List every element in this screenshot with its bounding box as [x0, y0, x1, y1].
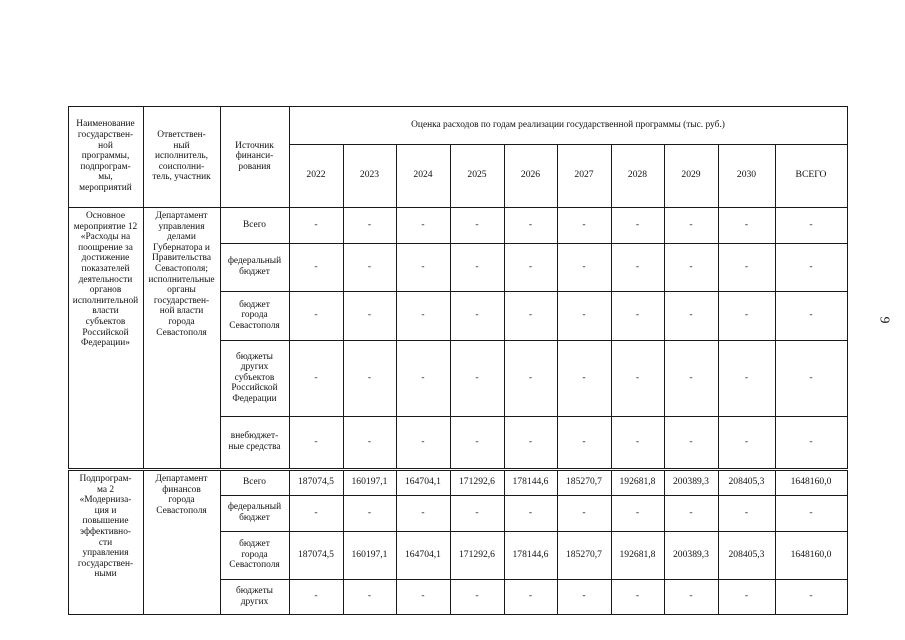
amount-cell: -: [421, 260, 425, 272]
amount-cell: -: [744, 260, 749, 272]
column-rule: [143, 106, 144, 468]
amount-cell: -: [635, 435, 640, 447]
amount-cell: -: [367, 590, 372, 602]
amount-cell: -: [635, 260, 640, 272]
amount-cell: -: [635, 309, 640, 321]
header-program: Наименование государствен- ной программы, подпрограм- мы, мероприятий: [76, 119, 135, 193]
amount-cell: -: [635, 218, 640, 230]
funding-source: федеральный бюджет: [227, 256, 282, 277]
amount-cell: -: [314, 435, 318, 447]
header-year-2024: 2024: [413, 169, 433, 181]
amount-cell: -: [635, 506, 640, 518]
amount-cell: -: [421, 506, 425, 518]
header-year-2026: 2026: [520, 169, 541, 181]
amount-cell: -: [367, 371, 372, 383]
amount-cell: -: [689, 435, 693, 447]
amount-cell: -: [582, 590, 586, 602]
amount-cell: -: [528, 435, 533, 447]
amount-cell: -: [582, 371, 586, 383]
amount-cell: -: [314, 218, 318, 230]
amount-cell: 160197,1: [351, 548, 388, 560]
column-rule: [68, 106, 69, 468]
amount-cell: -: [582, 260, 586, 272]
column-rule: [504, 144, 505, 468]
executor-name: Департамент управления делами Губернатора и Правительства Севастополя; исполнительные органы государствен- ной власти города Севастополя: [148, 211, 215, 338]
column-rule: [450, 470, 451, 614]
header-source: Источник финанси- рования: [235, 140, 274, 172]
amount-cell: -: [809, 590, 813, 602]
amount-cell: 164704,1: [405, 548, 441, 560]
amount-cell: 160197,1: [351, 476, 388, 488]
amount-cell: 164704,1: [405, 476, 441, 488]
amount-cell: -: [635, 371, 640, 383]
executor-name: Департамент финансов города Севастополя: [155, 474, 208, 516]
amount-cell: -: [367, 309, 372, 321]
amount-cell: -: [809, 309, 813, 321]
header-year-всего: ВСЕГО: [795, 169, 827, 181]
column-rule: [847, 470, 848, 614]
amount-cell: -: [421, 435, 425, 447]
amount-cell: -: [314, 371, 318, 383]
column-rule: [220, 470, 221, 614]
amount-cell: -: [689, 371, 693, 383]
amount-cell: 1648160,0: [790, 548, 832, 560]
amount-cell: -: [689, 590, 693, 602]
column-rule: [289, 470, 290, 614]
amount-cell: -: [314, 590, 318, 602]
amount-cell: 200389,3: [673, 548, 709, 560]
amount-cell: 171292,6: [459, 476, 495, 488]
amount-cell: -: [314, 506, 318, 518]
column-rule: [68, 470, 69, 614]
amount-cell: -: [314, 309, 318, 321]
amount-cell: -: [367, 506, 372, 518]
amount-cell: 208405,3: [728, 548, 765, 560]
funding-source: бюджет города Севастополя: [229, 539, 280, 571]
amount-cell: -: [809, 260, 813, 272]
column-rule: [143, 470, 144, 614]
amount-cell: -: [421, 218, 425, 230]
column-rule: [450, 144, 451, 468]
group-bottom-rule: [68, 614, 848, 615]
header-year-2030: 2030: [736, 169, 757, 181]
header-year-2029: 2029: [681, 169, 701, 181]
amount-cell: -: [367, 218, 372, 230]
amount-cell: 200389,3: [673, 476, 709, 488]
amount-cell: -: [582, 218, 586, 230]
header-year-2028: 2028: [627, 169, 648, 181]
column-rule: [396, 470, 397, 614]
amount-cell: -: [689, 260, 693, 272]
amount-cell: -: [809, 371, 813, 383]
amount-cell: -: [475, 506, 479, 518]
amount-cell: 192681,8: [619, 476, 656, 488]
amount-cell: -: [744, 435, 749, 447]
amount-cell: -: [421, 590, 425, 602]
column-rule: [343, 470, 344, 614]
column-rule: [504, 470, 505, 614]
amount-cell: -: [528, 260, 533, 272]
page-number: 9: [876, 316, 892, 324]
column-rule: [396, 144, 397, 468]
amount-cell: -: [744, 309, 749, 321]
amount-cell: 187074,5: [298, 476, 334, 488]
funding-source: бюджет города Севастополя: [229, 299, 280, 331]
column-rule: [289, 106, 290, 468]
amount-cell: -: [528, 218, 533, 230]
amount-cell: -: [689, 309, 693, 321]
amount-cell: -: [744, 506, 749, 518]
amount-cell: 208405,3: [728, 476, 765, 488]
amount-cell: -: [475, 309, 479, 321]
amount-cell: 185270,7: [566, 548, 602, 560]
amount-cell: -: [744, 590, 749, 602]
column-rule: [343, 144, 344, 468]
amount-cell: 185270,7: [566, 476, 602, 488]
header-estimate-title: Оценка расходов по годам реализации государственной программы (тыс. руб.): [411, 119, 725, 130]
amount-cell: -: [744, 371, 749, 383]
column-rule: [664, 144, 665, 468]
program-name: Основное мероприятие 12 «Расходы на поощрение за достижение показателей деятельности органов исполнительной власти субъектов Российской Федерации»: [72, 211, 139, 349]
amount-cell: -: [367, 260, 372, 272]
amount-cell: -: [528, 309, 533, 321]
amount-cell: -: [582, 506, 586, 518]
column-rule: [220, 106, 221, 468]
amount-cell: -: [367, 435, 372, 447]
funding-source: Всего: [243, 219, 266, 230]
column-rule: [775, 144, 776, 468]
funding-source: бюджеты других субъектов Российской Федерации: [231, 351, 278, 404]
column-rule: [718, 470, 719, 614]
amount-cell: 171292,6: [459, 548, 495, 560]
amount-cell: -: [475, 371, 479, 383]
amount-cell: -: [809, 506, 813, 518]
funding-source: федеральный бюджет: [227, 502, 282, 523]
amount-cell: -: [528, 590, 533, 602]
amount-cell: -: [475, 590, 479, 602]
amount-cell: -: [528, 506, 533, 518]
amount-cell: -: [809, 218, 813, 230]
amount-cell: -: [635, 590, 640, 602]
amount-cell: -: [582, 435, 586, 447]
funding-source: Всего: [243, 477, 266, 488]
header-year-2022: 2022: [306, 169, 326, 181]
amount-cell: -: [421, 371, 425, 383]
column-rule: [611, 470, 612, 614]
amount-cell: -: [689, 506, 693, 518]
funding-source: бюджеты других: [236, 585, 273, 607]
funding-source: внебюджет- ные средства: [228, 431, 281, 452]
amount-cell: -: [475, 260, 479, 272]
amount-cell: -: [475, 435, 479, 447]
header-executor: Ответствен- ный исполнитель, соисполни- тель, участник: [152, 130, 211, 183]
column-rule: [847, 144, 848, 468]
amount-cell: 187074,5: [298, 548, 334, 560]
column-rule: [557, 144, 558, 468]
amount-cell: -: [421, 309, 425, 321]
column-rule: [611, 144, 612, 468]
amount-cell: 178144,6: [512, 476, 549, 488]
column-rule: [847, 106, 848, 144]
header-year-2025: 2025: [467, 169, 487, 181]
amount-cell: -: [475, 218, 479, 230]
amount-cell: 178144,6: [512, 548, 549, 560]
amount-cell: -: [689, 218, 693, 230]
amount-cell: 1648160,0: [790, 476, 832, 488]
amount-cell: -: [528, 371, 533, 383]
column-rule: [664, 470, 665, 614]
amount-cell: -: [809, 435, 813, 447]
column-rule: [775, 470, 776, 614]
amount-cell: -: [744, 218, 749, 230]
column-rule: [718, 144, 719, 468]
group-bottom-rule: [68, 468, 848, 469]
program-name: Подпрограм- ма 2 «Модерниза- ция и повышение эффективно- сти управления государствен- ными: [77, 474, 134, 580]
amount-cell: 192681,8: [619, 548, 656, 560]
column-rule: [557, 470, 558, 614]
amount-cell: -: [582, 309, 586, 321]
header-year-2023: 2023: [359, 169, 380, 181]
header-year-2027: 2027: [574, 169, 594, 181]
amount-cell: -: [314, 260, 318, 272]
